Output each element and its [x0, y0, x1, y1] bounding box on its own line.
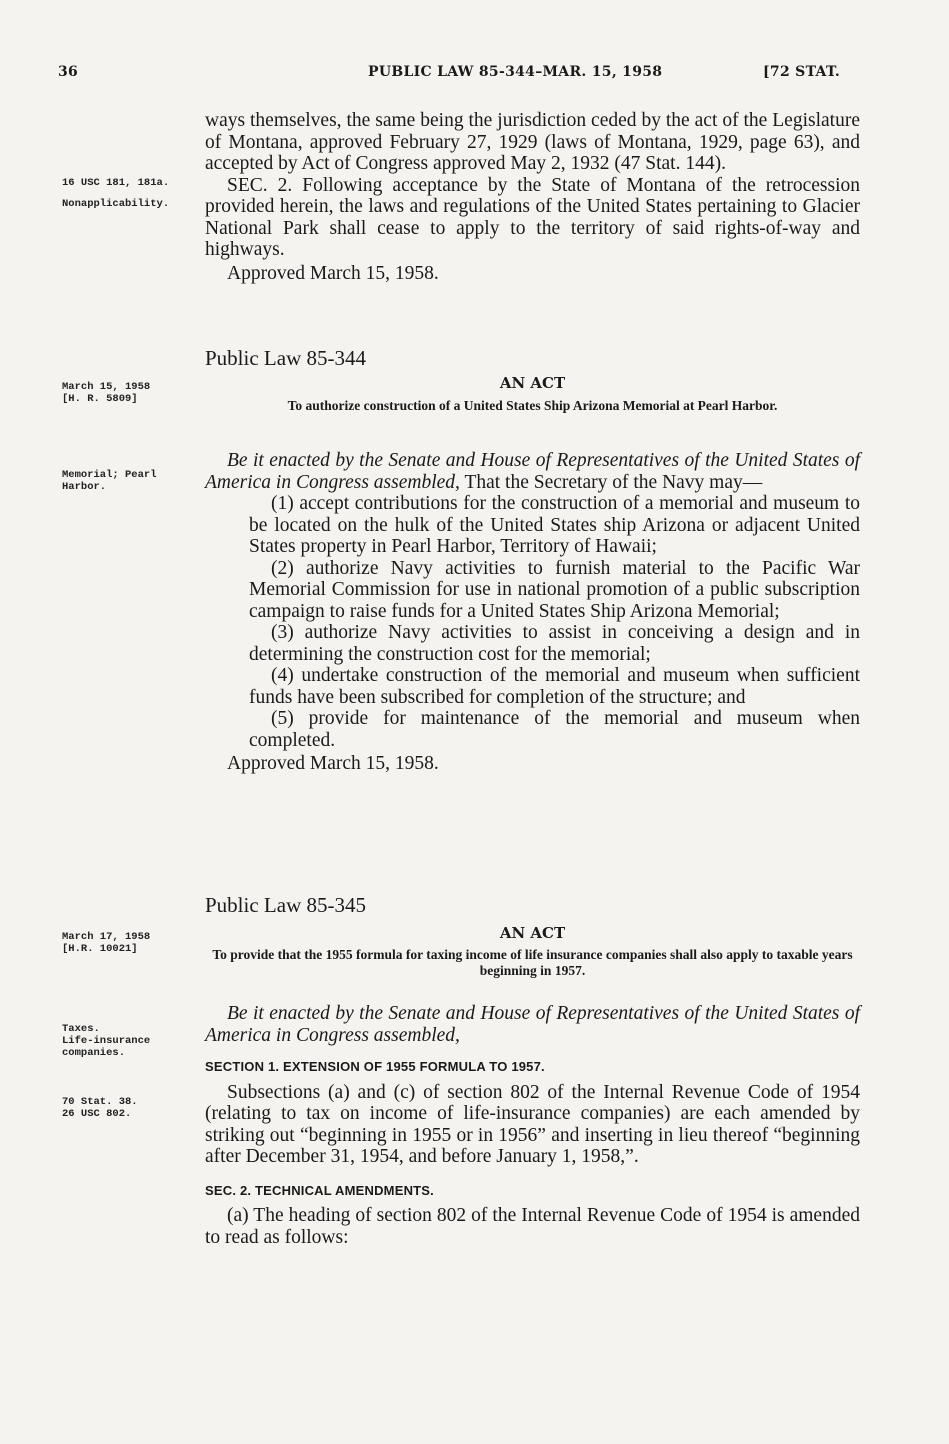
- law-344-enacting-clause: [205, 450, 860, 493]
- law-345-purpose: To provide that the 1955 formula for taxing income of life insurance companies shall also apply to taxable years beginning in 1957.: [212, 947, 853, 978]
- continuation-paragraph: ways themselves, the same being the jurisdiction ceded by the act of the Legislature of Montana, approved February 27, 1929 (laws of Montana, 1929, page 63), and accepted by Act of Congress approved May 2, 1932 (47 Stat. 144).: [205, 110, 860, 174]
- page-number: 36: [58, 64, 79, 80]
- law-344-bill-note: [H. R. 5809]: [62, 393, 138, 405]
- law-344-item-1: (1) accept contributions for the construction of a memorial and museum to be located on the hulk of the United States ship Arizona or adjacent United States property in Pearl Harbor, Territory of Hawaii;: [249, 493, 860, 557]
- section-2-paragraph: SEC. 2. Following acceptance by the State of Montana of the retrocession provided herein, the laws and regulations of the United States pertaining to Glacier National Park shall cease to apply to the territory of said rights-of-way and highways.: [205, 174, 860, 260]
- law-344-body: [205, 450, 860, 775]
- law-345-margin-stat: 70 Stat. 38.: [62, 1096, 138, 1108]
- law-345-margin-life-insurance: Life-insurance companies.: [62, 1035, 151, 1059]
- law-345-date-note: March 17, 1958: [62, 931, 151, 943]
- enacting-italic: Be it enacted by the Senate and House of Representatives of the United States of America in Congress assembled,: [205, 450, 860, 493]
- margin-citation-usc: 16 USC 181, 181a.: [62, 177, 170, 189]
- section-1-text: Subsections (a) and (c) of section 802 of the Internal Revenue Code of 1954 (relating to tax on income of life-insurance companies) are each amended by striking out “beginning in 1955 or in 1956” and inserting in lieu thereof “beginning after December 31, 1954, and before January 1, 1958,”.: [205, 1081, 860, 1167]
- law-345-body: [205, 1003, 860, 1248]
- law-344-item-2: (2) authorize Navy activities to furnish material to the Pacific War Memorial Commission for use in national promotion of a public subscription campaign to raise funds for a United States Ship Arizona Memorial;: [249, 557, 860, 622]
- law-344-date-note: March 15, 1958: [62, 381, 151, 393]
- law-344-item-5: (5) provide for maintenance of the memorial and museum when completed.: [249, 708, 860, 751]
- law-345-an-act: AN ACT: [499, 924, 566, 942]
- section-1-heading: SECTION 1. EXTENSION OF 1955 FORMULA TO 1957.: [205, 1059, 545, 1074]
- law-344-an-act: AN ACT: [499, 374, 566, 392]
- law-345-bill-note: [H.R. 10021]: [62, 943, 138, 955]
- running-title: PUBLIC LAW 85-344–MAR. 15, 1958: [368, 64, 663, 80]
- margin-nonapplicability: Nonapplicability.: [62, 198, 170, 210]
- law-344-item-4: (4) undertake construction of the memorial and museum when sufficient funds have been subscribed for completion of the structure; and: [249, 665, 860, 708]
- law-345-margin-usc: 26 USC 802.: [62, 1108, 132, 1120]
- approved-line-2: Approved March 15, 1958.: [227, 753, 439, 774]
- law-345-margin-taxes: Taxes.: [62, 1023, 100, 1035]
- law-345-enacting-clause: [205, 1003, 860, 1046]
- law-345-title: Public Law 85-345: [205, 893, 366, 917]
- law-344-item-3: (3) authorize Navy activities to assist in conceiving a design and in determining the construction cost for the memorial;: [249, 622, 860, 665]
- enacting-rest: That the Secretary of the Navy may—: [459, 471, 763, 493]
- section-2-text: (a) The heading of section 802 of the Internal Revenue Code of 1954 is amended to read as follows:: [205, 1205, 860, 1248]
- approved-line-1: Approved March 15, 1958.: [227, 262, 439, 284]
- law-344-margin-topic: Memorial; Pearl Harbor.: [62, 469, 157, 493]
- volume-ref: [72 STAT.: [763, 64, 841, 80]
- section-2-heading: SEC. 2. TECHNICAL AMENDMENTS.: [205, 1182, 434, 1198]
- enacting-italic-2: Be it enacted by the Senate and House of Representatives of the United States of America in Congress assembled,: [205, 1003, 860, 1046]
- law-344-purpose: To authorize construction of a United States Ship Arizona Memorial at Pearl Harbor.: [287, 398, 778, 413]
- law-344-title: Public Law 85-344: [205, 346, 366, 370]
- top-section: [205, 110, 860, 284]
